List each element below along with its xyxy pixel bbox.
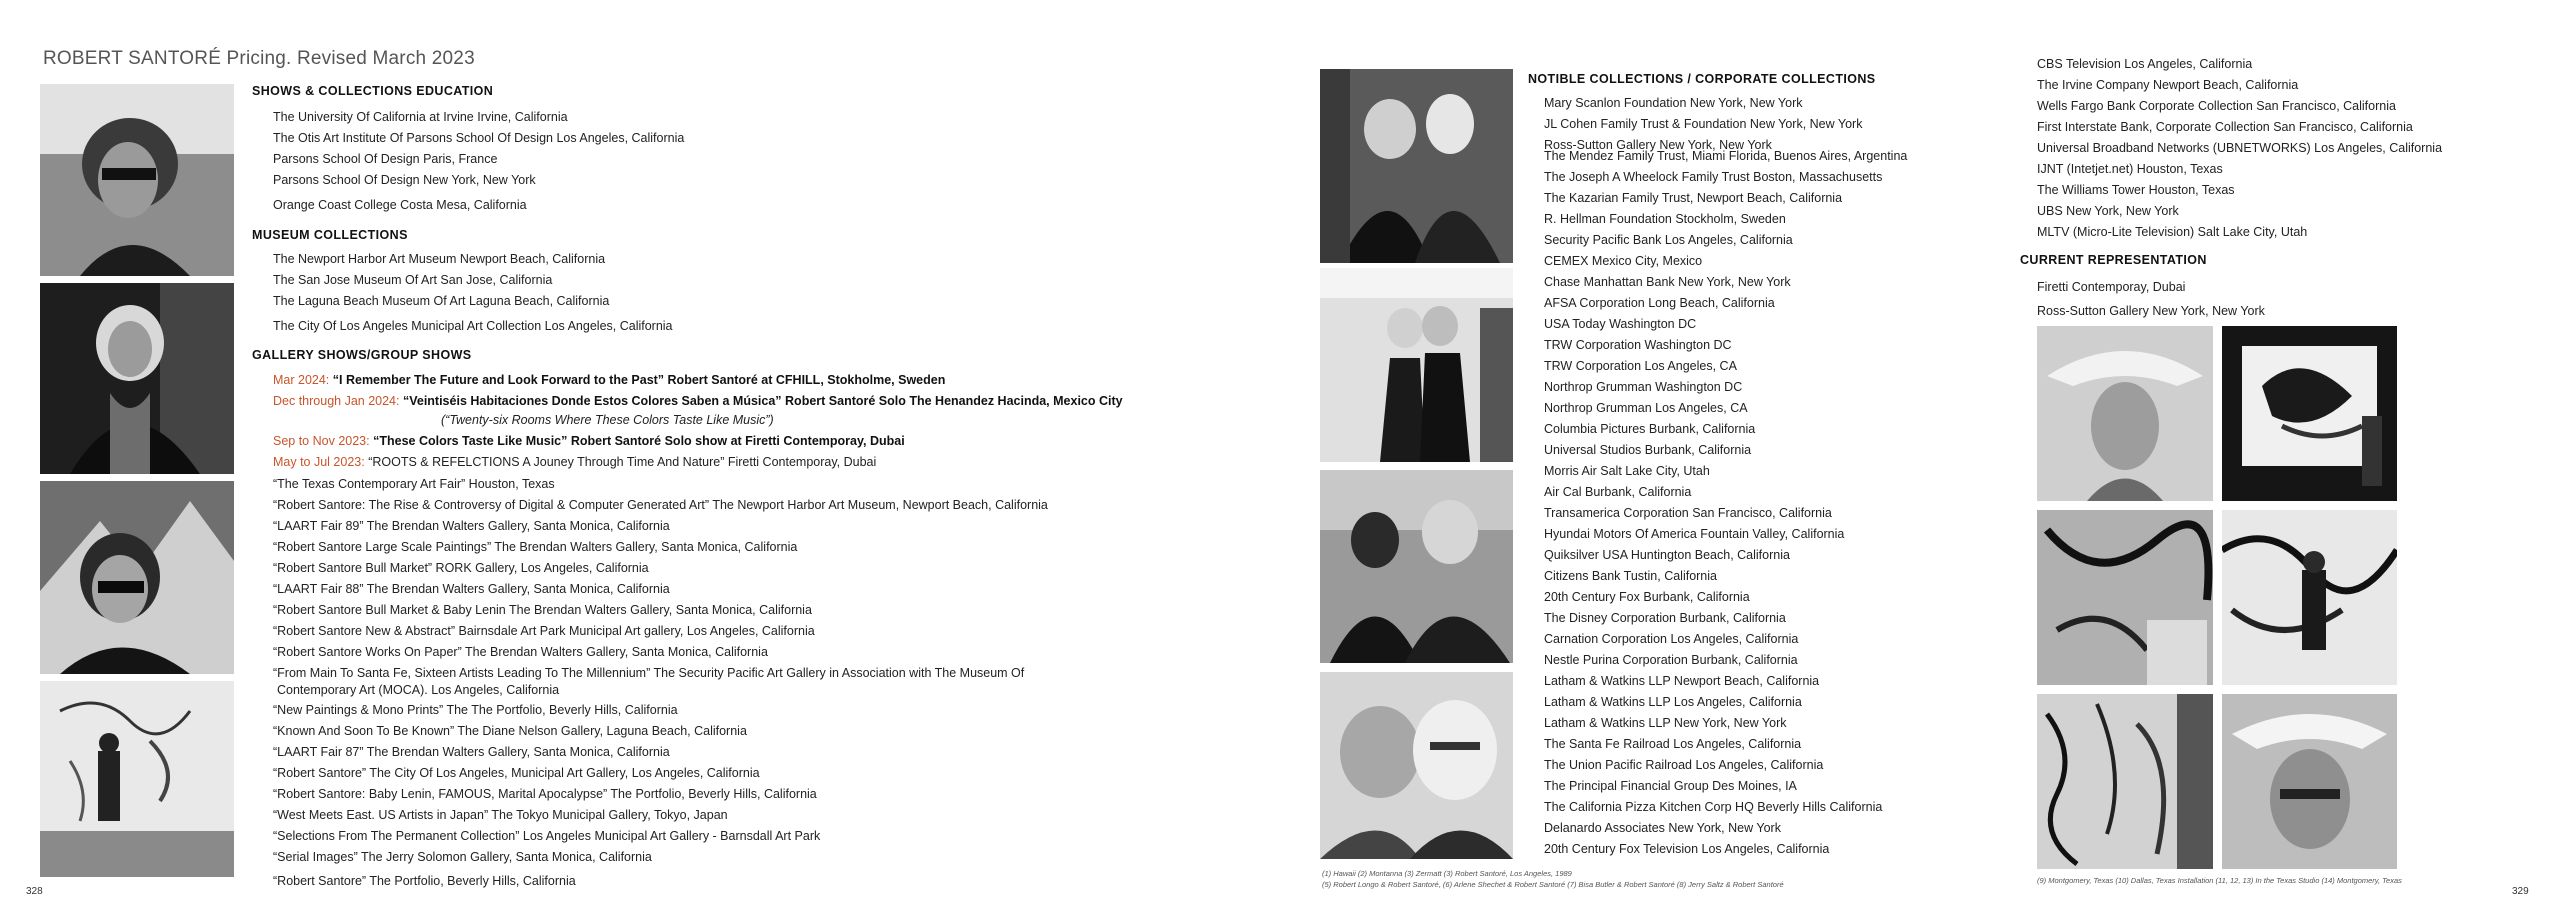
list-item: Northrop Grumman Washington DC	[1544, 380, 1743, 394]
list-item: TRW Corporation Los Angeles, CA	[1544, 359, 1737, 373]
photo-montgomery-texas	[2037, 326, 2213, 501]
list-item: Citizens Bank Tustin, California	[1544, 569, 1717, 583]
list-item: The Otis Art Institute Of Parsons School Of Design Los Angeles, California	[273, 131, 685, 145]
list-item: The Mendez Family Trust, Miami Florida, Buenos Aires, Argentina	[1544, 149, 1908, 163]
recent-show	[273, 394, 1123, 408]
list-item: The Irvine Company Newport Beach, California	[2037, 78, 2299, 92]
list-item: Air Cal Burbank, California	[1544, 485, 1692, 499]
list-item: IJNT (Intetjet.net) Houston, Texas	[2037, 162, 2223, 176]
list-item: “New Paintings & Mono Prints” The The Portfolio, Beverly Hills, California	[273, 703, 678, 717]
list-item: Quiksilver USA Huntington Beach, California	[1544, 548, 1790, 562]
show-title: “I Remember The Future and Look Forward to the Past” Robert Santoré at CFHILL, Stokholme, Sweden	[332, 373, 946, 387]
list-item: “Robert Santore New & Abstract” Bairnsdale Art Park Municipal Art gallery, Los Angeles, California	[273, 624, 815, 638]
show-title: “Veintiséis Habitaciones Donde Estos Colores Saben a Música” Robert Santoré Solo The Henandez Hacinda, Mexico City	[402, 394, 1123, 408]
list-item: Parsons School Of Design New York, New York	[273, 173, 536, 187]
list-item: Security Pacific Bank Los Angeles, California	[1544, 233, 1793, 247]
list-item: R. Hellman Foundation Stockholm, Sweden	[1544, 212, 1786, 226]
recent-show	[273, 455, 876, 469]
list-item: Ross-Sutton Gallery New York, New York	[2037, 304, 2265, 318]
list-item: 20th Century Fox Television Los Angeles, California	[1544, 842, 1830, 856]
photo-longo-santore	[1320, 69, 1513, 263]
photo-saltz-santore	[1320, 672, 1513, 859]
photo-zermatt	[40, 481, 234, 674]
gallery-heading: GALLERY SHOWS/GROUP SHOWS	[252, 348, 472, 362]
list-item: Northrop Grumman Los Angeles, CA	[1544, 401, 1748, 415]
list-item: “Robert Santore: Baby Lenin, FAMOUS, Marital Apocalypse” The Portfolio, Beverly Hills, California	[273, 787, 817, 801]
list-item: The Laguna Beach Museum Of Art Laguna Beach, California	[273, 294, 610, 308]
list-item: “Robert Santore: The Rise & Controversy of Digital & Computer Generated Art” The Newport Harbor Art Museum, Newport Beach, California	[273, 498, 1048, 512]
list-item: AFSA Corporation Long Beach, California	[1544, 296, 1775, 310]
list-item: “Selections From The Permanent Collection” Los Angeles Municipal Art Gallery - Barnsdall Art Park	[273, 829, 821, 843]
photo-texas-studio-2	[2222, 510, 2397, 685]
list-item: The Principal Financial Group Des Moines, IA	[1544, 779, 1797, 793]
list-item: Morris Air Salt Lake City, Utah	[1544, 464, 1710, 478]
list-item: Orange Coast College Costa Mesa, California	[273, 198, 527, 212]
photo-hawaii	[40, 84, 234, 276]
list-item: JL Cohen Family Trust & Foundation New York, New York	[1544, 117, 1863, 131]
list-item: UBS New York, New York	[2037, 204, 2179, 218]
list-item: The Joseph A Wheelock Family Trust Boston, Massachusetts	[1544, 170, 1883, 184]
list-item: “The Texas Contemporary Art Fair” Houston, Texas	[273, 477, 555, 491]
photo-butler-santore	[1320, 470, 1513, 663]
list-item: Delanardo Associates New York, New York	[1544, 821, 1781, 835]
list-item: The Disney Corporation Burbank, California	[1544, 611, 1786, 625]
show-title: “These Colors Taste Like Music” Robert Santoré Solo show at Firetti Contemporay, Dubai	[373, 434, 905, 448]
photo-texas-studio-1	[2037, 510, 2213, 685]
notable-heading: NOTIBLE COLLECTIONS / CORPORATE COLLECTIONS	[1528, 72, 1876, 86]
list-item: The Union Pacific Railroad Los Angeles, California	[1544, 758, 1824, 772]
list-item: “Robert Santore Bull Market & Baby Lenin The Brendan Walters Gallery, Santa Monica, California	[273, 603, 812, 617]
list-item: Mary Scanlon Foundation New York, New York	[1544, 96, 1803, 110]
show-translation: (“Twenty-six Rooms Where These Colors Taste Like Music”)	[441, 413, 774, 427]
list-item: “From Main To Santa Fe, Sixteen Artists Leading To The Millennium” The Security Pacific Art Gallery in Association with The Museum Of	[273, 666, 1025, 680]
photo-montgomery-texas-2	[2222, 694, 2397, 869]
list-item: Contemporary Art (MOCA). Los Angeles, California	[277, 683, 560, 697]
list-item: TRW Corporation Washington DC	[1544, 338, 1732, 352]
list-item: Chase Manhattan Bank New York, New York	[1544, 275, 1791, 289]
list-item: Universal Studios Burbank, California	[1544, 443, 1752, 457]
photo-shechet-santore	[1320, 268, 1513, 462]
show-date: Sep to Nov 2023:	[273, 434, 370, 448]
page-number: 329	[2512, 886, 2529, 897]
representation-heading: CURRENT REPRESENTATION	[2020, 253, 2207, 267]
list-item: Wells Fargo Bank Corporate Collection San Francisco, California	[2037, 99, 2396, 113]
list-item: Ross-Sutton Gallery New York, New York	[1544, 138, 1772, 152]
list-item: “LAART Fair 88” The Brendan Walters Gallery, Santa Monica, California	[273, 582, 670, 596]
list-item: “Robert Santore Bull Market” RORK Gallery, Los Angeles, California	[273, 561, 649, 575]
list-item: CEMEX Mexico City, Mexico	[1544, 254, 1703, 268]
list-item: The City Of Los Angeles Municipal Art Collection Los Angeles, California	[273, 319, 673, 333]
list-item: The Williams Tower Houston, Texas	[2037, 183, 2235, 197]
list-item: Latham & Watkins LLP Newport Beach, California	[1544, 674, 1820, 688]
right-page	[1280, 0, 2560, 922]
list-item: The Newport Harbor Art Museum Newport Beach, California	[273, 252, 606, 266]
list-item: Latham & Watkins LLP Los Angeles, California	[1544, 695, 1802, 709]
education-heading: SHOWS & COLLECTIONS EDUCATION	[252, 84, 494, 98]
list-item: Carnation Corporation Los Angeles, California	[1544, 632, 1799, 646]
recent-show	[273, 434, 905, 448]
show-title: “ROOTS & REFELCTIONS A Jouney Through Time And Nature” Firetti Contemporay, Dubai	[368, 455, 877, 469]
show-date: Mar 2024:	[273, 373, 330, 387]
list-item: Firetti Contemporay, Dubai	[2037, 280, 2186, 294]
list-item: “Robert Santore Works On Paper” The Brendan Walters Gallery, Santa Monica, California	[273, 645, 768, 659]
list-item: USA Today Washington DC	[1544, 317, 1697, 331]
list-item: Nestle Purina Corporation Burbank, California	[1544, 653, 1798, 667]
photo-dallas-installation	[2222, 326, 2397, 501]
list-item: Universal Broadband Networks (UBNETWORKS) Los Angeles, California	[2037, 141, 2443, 155]
list-item: Transamerica Corporation San Francisco, California	[1544, 506, 1832, 520]
list-item: The University Of California at Irvine Irvine, California	[273, 110, 568, 124]
caption-left-2: (5) Robert Longo & Robert Santoré, (6) Arlene Shechet & Robert Santoré (7) Bisa Butler & Robert Santoré (8) Jerry Saltz & Robert Santoré	[1322, 880, 1784, 889]
list-item: “Known And Soon To Be Known” The Diane Nelson Gallery, Laguna Beach, California	[273, 724, 747, 738]
list-item: CBS Television Los Angeles, California	[2037, 57, 2253, 71]
list-item: The California Pizza Kitchen Corp HQ Beverly Hills California	[1544, 800, 1883, 814]
list-item: “Serial Images” The Jerry Solomon Gallery, Santa Monica, California	[273, 850, 652, 864]
list-item: 20th Century Fox Burbank, California	[1544, 590, 1750, 604]
show-date: May to Jul 2023:	[273, 455, 365, 469]
museum-heading: MUSEUM COLLECTIONS	[252, 228, 408, 242]
list-item: Parsons School Of Design Paris, France	[273, 152, 498, 166]
list-item: First Interstate Bank, Corporate Collection San Francisco, California	[2037, 120, 2413, 134]
list-item: Latham & Watkins LLP New York, New York	[1544, 716, 1787, 730]
list-item: “Robert Santore Large Scale Paintings” The Brendan Walters Gallery, Santa Monica, California	[273, 540, 798, 554]
caption-left-1: (1) Hawaii (2) Montanna (3) Zermatt (3) Robert Santoré, Los Angeles, 1989	[1322, 869, 1572, 878]
caption-right: (9) Montgomery, Texas (10) Dallas, Texas Installation (11, 12, 13) In the Texas Studio (14) Montgomery, Texas	[2037, 876, 2402, 885]
photo-texas-studio-3	[2037, 694, 2213, 869]
list-item: “LAART Fair 87” The Brendan Walters Gallery, Santa Monica, California	[273, 745, 670, 759]
list-item: The Kazarian Family Trust, Newport Beach, California	[1544, 191, 1843, 205]
list-item: Hyundai Motors Of America Fountain Valley, California	[1544, 527, 1845, 541]
page-number: 328	[26, 886, 43, 897]
list-item: “Robert Santore” The Portfolio, Beverly Hills, California	[273, 874, 576, 888]
list-item: The Santa Fe Railroad Los Angeles, California	[1544, 737, 1802, 751]
list-item: “West Meets East. US Artists in Japan” The Tokyo Municipal Gallery, Tokyo, Japan	[273, 808, 728, 822]
photo-montanna	[40, 283, 234, 474]
page-title: ROBERT SANTORÉ Pricing. Revised March 2023	[43, 48, 475, 69]
photo-la-1989	[40, 681, 234, 877]
list-item: “LAART Fair 89” The Brendan Walters Gallery, Santa Monica, California	[273, 519, 670, 533]
list-item: “Robert Santore” The City Of Los Angeles, Municipal Art Gallery, Los Angeles, California	[273, 766, 760, 780]
list-item: Columbia Pictures Burbank, California	[1544, 422, 1756, 436]
recent-show	[273, 373, 945, 387]
show-date: Dec through Jan 2024:	[273, 394, 400, 408]
list-item: The San Jose Museum Of Art San Jose, California	[273, 273, 553, 287]
list-item: MLTV (Micro-Lite Television) Salt Lake City, Utah	[2037, 225, 2308, 239]
